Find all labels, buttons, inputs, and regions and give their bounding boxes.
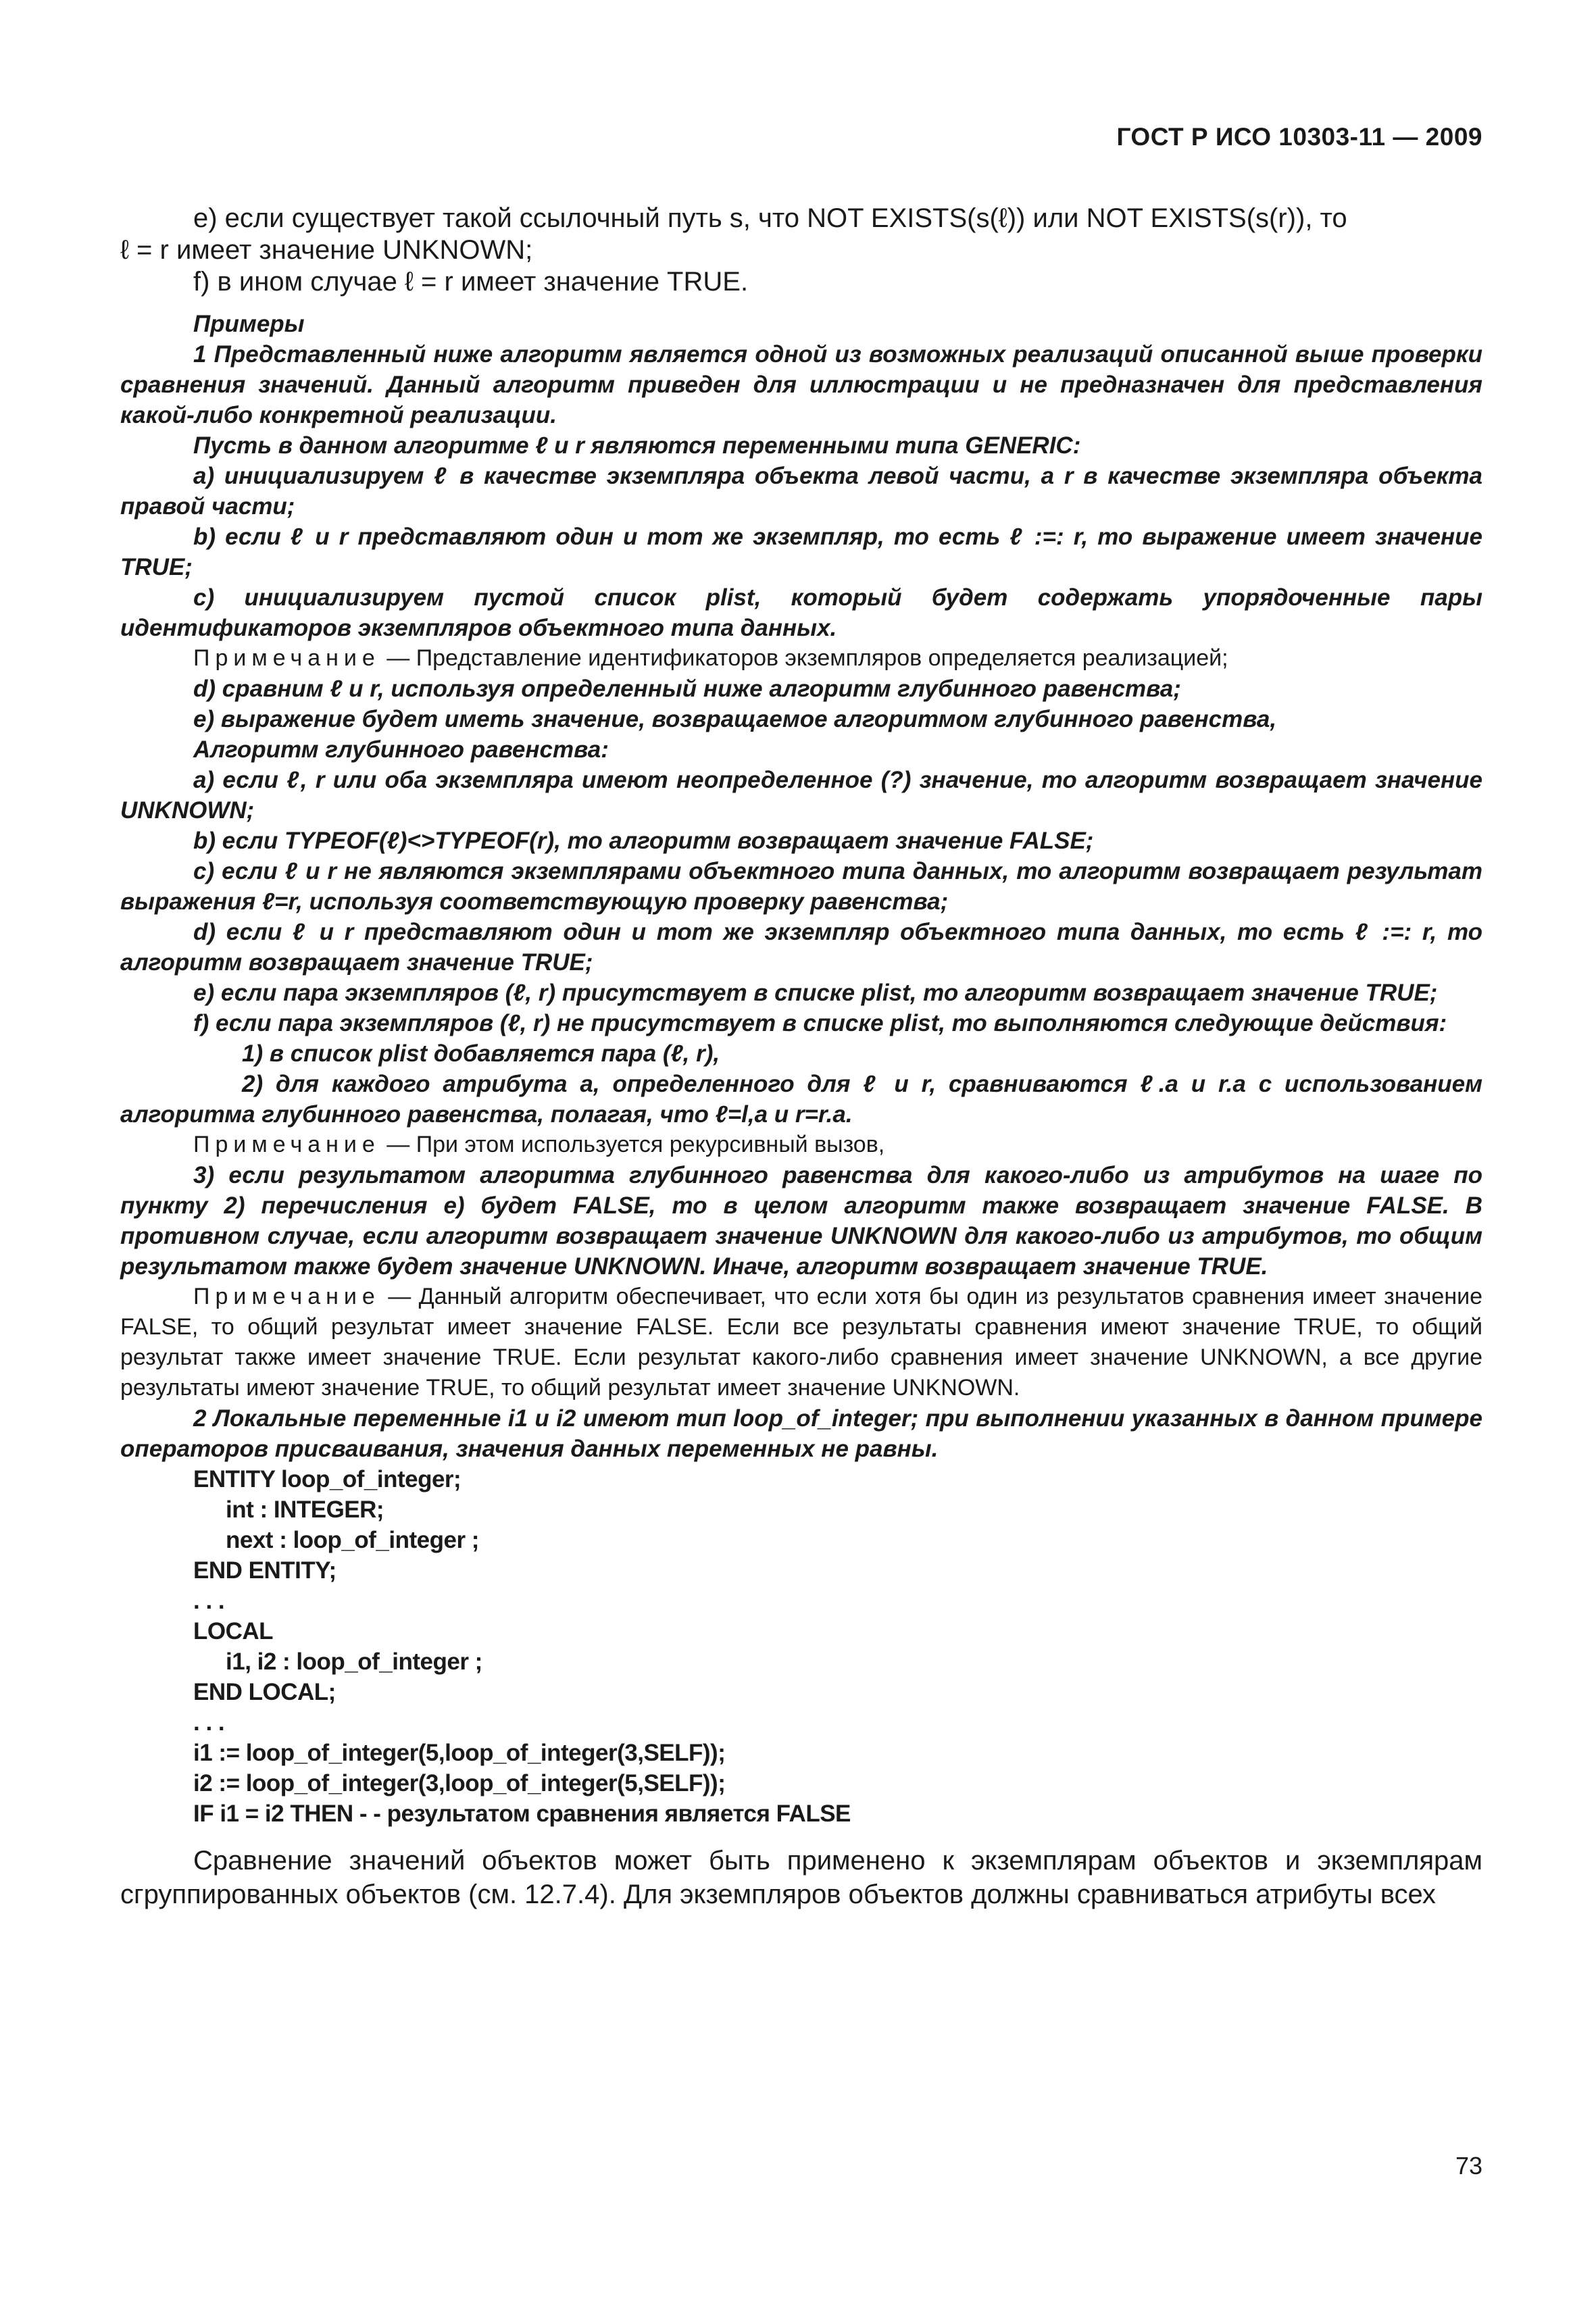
code-line: next : loop_of_integer ;	[226, 1527, 479, 1553]
standard-code-header: ГОСТ Р ИСО 10303-11 — 2009	[1116, 123, 1482, 151]
example-1-step-a: a) инициализируем ℓ в качестве экземпляра объекта левой части, а r в качестве экземпляра объекта правой части;	[120, 463, 1482, 520]
deep-equality-step-f: f) если пара экземпляров (ℓ, r) не присутствует в списке plist, то выполняются следующие действия:	[193, 1010, 1447, 1036]
paragraph-e-continuation: ℓ = r имеет значение UNKNOWN;	[120, 235, 533, 265]
paragraph-f: f) в ином случае ℓ = r имеет значение TRUE.	[193, 267, 749, 297]
paragraph-e: e) если существует такой ссылочный путь s, что NOT EXISTS(s(ℓ)) или NOT EXISTS(s(r)), то	[193, 203, 1347, 233]
code-line: LOCAL	[193, 1618, 274, 1644]
note-text: — Представление идентификаторов экземпляров определяется реализацией;	[380, 645, 1228, 671]
code-line: i2 := loop_of_integer(3,loop_of_integer(5,SELF));	[193, 1770, 726, 1796]
code-line: END LOCAL;	[193, 1679, 336, 1705]
example-1-step-b: b) если ℓ и r представляют один и тот же экземпляр, то есть ℓ :=: r, то выражение имеет значение TRUE;	[120, 524, 1482, 580]
deep-equality-heading: Алгоритм глубинного равенства:	[193, 736, 609, 763]
code-line: END ENTITY;	[193, 1557, 336, 1584]
deep-equality-step-c: c) если ℓ и r не являются экземплярами объектного типа данных, то алгоритм возвращает результат выражения ℓ=r, используя соответствующую проверку равенства;	[120, 858, 1482, 915]
deep-equality-step-f2: 2) для каждого атрибута a, определенного для ℓ и r, сравниваются ℓ.a и r.a с использованием алгоритма глубинного равенства, полагая, что ℓ=l,a и r=r.a.	[120, 1071, 1482, 1128]
closing-paragraph: Сравнение значений объектов может быть применено к экземплярам объектов и экземплярам сгруппированных объектов (см. 12.7.4). Для экземпляров объектов должны сравниваться атрибуты всех	[120, 1846, 1482, 1909]
code-line: IF i1 = i2 THEN - - результатом сравнения является FALSE	[193, 1801, 851, 1827]
code-line: . . .	[193, 1588, 225, 1614]
example-1-step-e: e) выражение будет иметь значение, возвращаемое алгоритмом глубинного равенства,	[193, 706, 1277, 732]
example-2-intro: 2 Локальные переменные i1 и i2 имеют тип loop_of_integer; при выполнении указанных в данном примере операторов присваивания, значения данных переменных не равны.	[120, 1405, 1482, 1462]
example-1-step-d: d) сравним ℓ и r, используя определенный ниже алгоритм глубинного равенства;	[193, 676, 1181, 702]
code-listing	[120, 1464, 1482, 1829]
code-line: . . .	[193, 1709, 225, 1736]
note-text: — Данный алгоритм обеспечивает, что если хотя бы один из результатов сравнения имеет значение FALSE, то общий результат имеет значение FALSE. Если все результаты сравнения имеют значение TRUE, то общий результат также имеет значение TRUE. Если результат какого-либо сравнения имеет значение UNKNOWN, а все другие результаты имеют значение TRUE, то общий результат имеет значение UNKNOWN.	[120, 1284, 1482, 1401]
example-1-variables: Пусть в данном алгоритме ℓ и r являются переменными типа GENERIC:	[193, 432, 1081, 459]
code-line: i1 := loop_of_integer(5,loop_of_integer(3,SELF));	[193, 1740, 726, 1766]
deep-equality-step-f3: 3) если результатом алгоритма глубинного равенства для какого-либо из атрибутов на шаге по пункту 2) перечисления e) будет FALSE, то в целом алгоритм также возвращает значение FALSE. В противном случае, если алгоритм возвращает значение UNKNOWN для какого-либо из атрибутов, то общим результатом также будет значение UNKNOWN. Иначе, алгоритм возвращает значение TRUE.	[120, 1162, 1482, 1280]
examples-heading: Примеры	[193, 311, 305, 337]
note-label: Примечание	[193, 1132, 380, 1157]
deep-equality-step-f1: 1) в список plist добавляется пара (ℓ, r),	[242, 1040, 720, 1067]
note-2	[120, 1130, 1482, 1160]
deep-equality-step-a: a) если ℓ, r или оба экземпляра имеют неопределенное (?) значение, то алгоритм возвращает значение UNKNOWN;	[120, 767, 1482, 824]
note-label: Примечание	[193, 1284, 380, 1309]
deep-equality-step-e: e) если пара экземпляров (ℓ, r) присутствует в списке plist, то алгоритм возвращает значение TRUE;	[193, 980, 1438, 1006]
example-1-step-c: c) инициализируем пустой список plist, который будет содержать упорядоченные пары идентификаторов экземпляров объектного типа данных.	[120, 584, 1482, 641]
code-line: int : INTEGER;	[226, 1496, 384, 1523]
code-line: ENTITY loop_of_integer;	[193, 1466, 462, 1492]
example-1-intro: 1 Представленный ниже алгоритм является одной из возможных реализаций описанной выше проверки сравнения значений. Данный алгоритм приведен для иллюстрации и не предназначен для представления какой-либо конкретной реализации.	[120, 341, 1482, 428]
note-label: Примечание	[193, 645, 380, 671]
code-line: i1, i2 : loop_of_integer ;	[226, 1649, 482, 1675]
note-1	[120, 643, 1482, 674]
note-3	[120, 1282, 1482, 1403]
page-number: 73	[1455, 2152, 1482, 2180]
deep-equality-step-b: b) если TYPEOF(ℓ)<>TYPEOF(r), то алгоритм возвращает значение FALSE;	[193, 828, 1094, 854]
page-body	[120, 203, 1482, 1911]
deep-equality-step-d: d) если ℓ и r представляют один и тот же экземпляр объектного типа данных, то есть ℓ :=: r, то алгоритм возвращает значение TRUE;	[120, 919, 1482, 976]
note-text: — При этом используется рекурсивный вызов,	[380, 1132, 885, 1157]
